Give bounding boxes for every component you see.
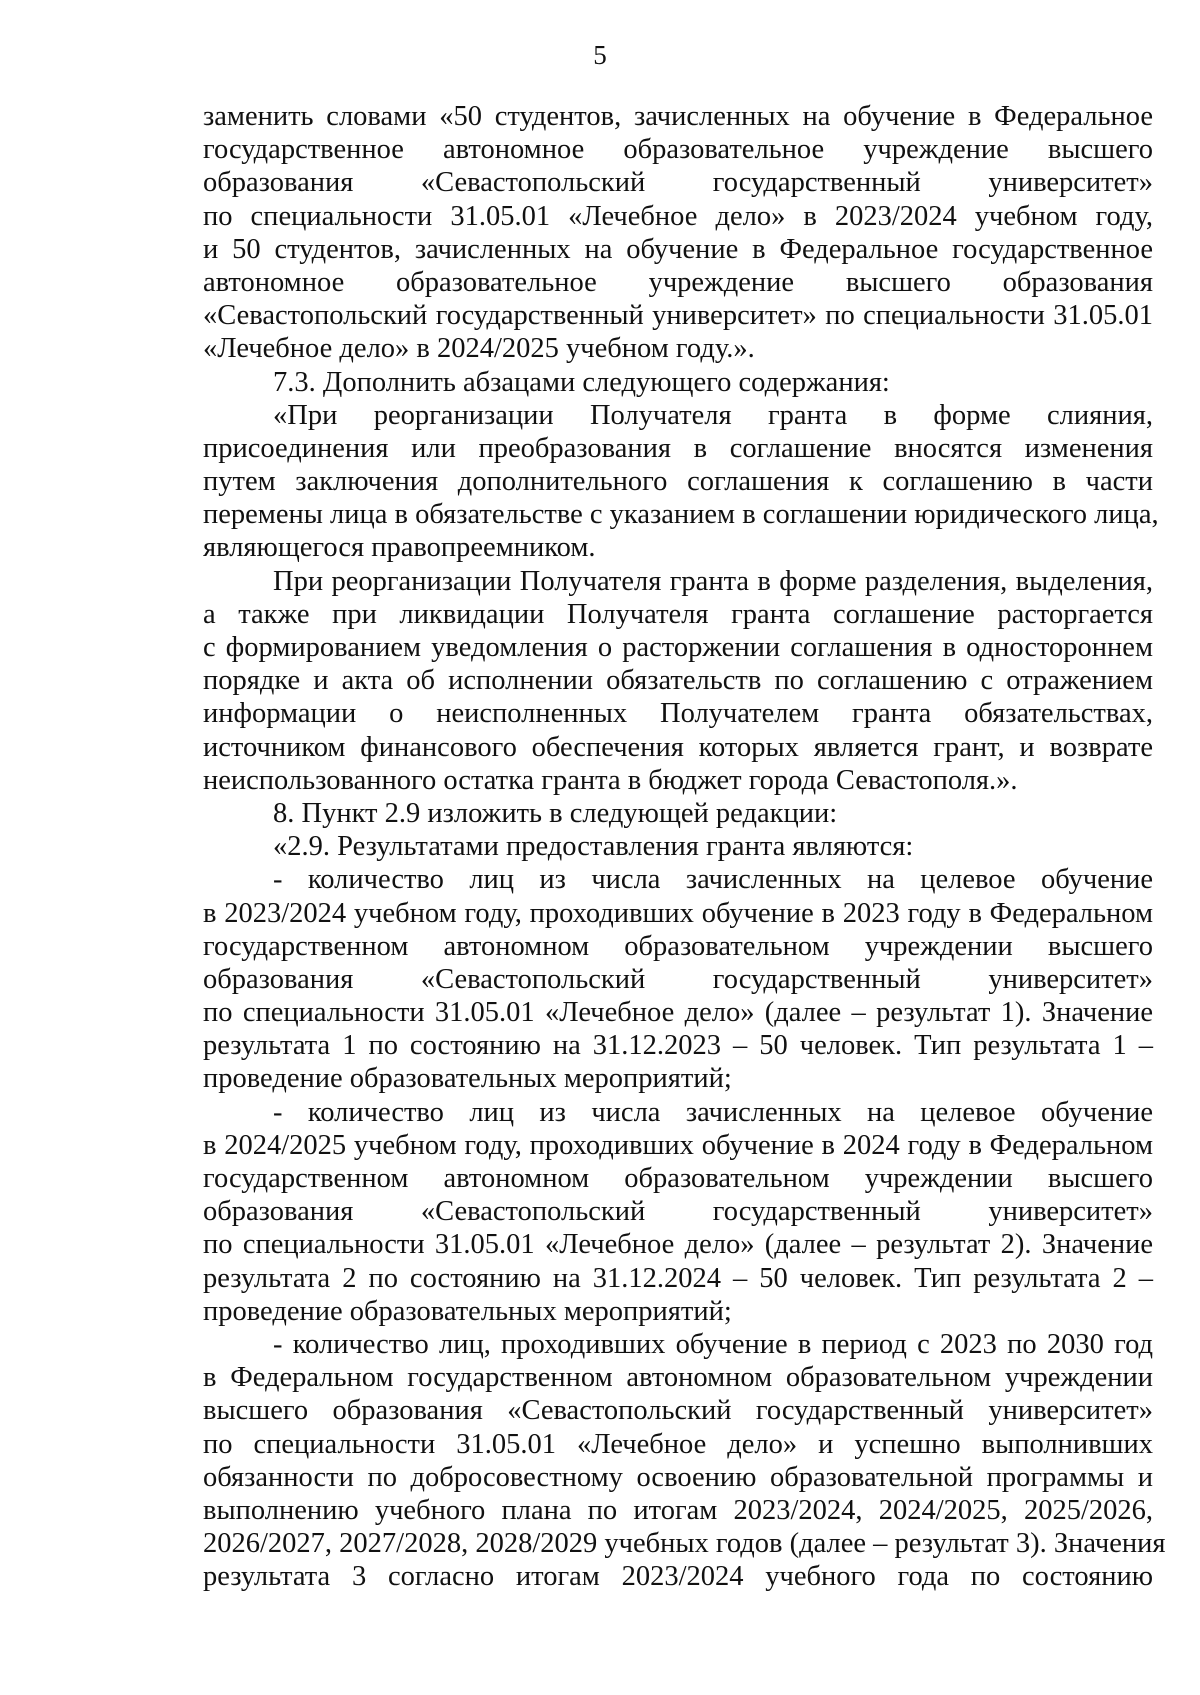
text-line: «Лечебное дело» в 2024/2025 учебном году.». xyxy=(203,333,755,365)
text-line: информации о неисполненных Получателем гранта обязательствах, xyxy=(203,698,1153,730)
text-line: выполнению учебного плана по итогам 2023/2024, 2024/2025, 2025/2026, xyxy=(203,1494,1153,1526)
text-line: образования «Севастопольский государственный университет» xyxy=(203,963,1153,995)
text-line: а также при ликвидации Получателя гранта соглашение расторгается xyxy=(203,598,1153,630)
text-line: автономное образовательное учреждение высшего образования xyxy=(203,266,1153,298)
text-line: проведение образовательных мероприятий; xyxy=(203,1063,732,1095)
text-line: - количество лиц из числа зачисленных на целевое обучение xyxy=(273,864,1153,896)
page-number: 5 xyxy=(593,40,607,70)
text-line: государственное автономное образовательное учреждение высшего xyxy=(203,134,1153,166)
text-line: результата 2 по состоянию на 31.12.2024 – 50 человек. Тип результата 2 – xyxy=(203,1262,1153,1294)
text-line: по специальности 31.05.01 «Лечебное дело» в 2023/2024 учебном году, xyxy=(203,200,1153,232)
text-line: результата 3 согласно итогам 2023/2024 учебного года по состоянию xyxy=(203,1561,1153,1593)
text-line: результата 1 по состоянию на 31.12.2023 – 50 человек. Тип результата 1 – xyxy=(203,1030,1153,1062)
text-line: 7.3. Дополнить абзацами следующего содержания: xyxy=(273,366,890,398)
text-line: заменить словами «50 студентов, зачисленных на обучение в Федеральное xyxy=(203,101,1153,132)
text-line: государственном автономном образовательном учреждении высшего xyxy=(203,930,1153,962)
text-line: источником финансового обеспечения которых является грант, и возврате xyxy=(203,731,1153,763)
text-line: путем заключения дополнительного соглашения к соглашению в части xyxy=(203,466,1153,498)
text-line: государственном автономном образовательном учреждении высшего xyxy=(203,1163,1153,1194)
text-line: высшего образования «Севастопольский государственный университет» xyxy=(203,1395,1153,1427)
text-line: в Федеральном государственном автономном образовательном учреждении xyxy=(203,1362,1153,1394)
text-line: по специальности 31.05.01 «Лечебное дело» (далее – результат 1). Значение xyxy=(203,997,1153,1029)
text-line: - количество лиц из числа зачисленных на целевое обучение xyxy=(273,1096,1153,1128)
document-body xyxy=(203,100,1166,1593)
text-line: 8. Пункт 2.9 изложить в следующей редакции: xyxy=(273,797,838,829)
text-line: «Севастопольский государственный университет» по специальности 31.05.01 xyxy=(203,300,1153,332)
text-line: являющегося правопреемником. xyxy=(203,532,596,564)
text-line: «2.9. Результатами предоставления гранта являются: xyxy=(273,831,914,863)
text-line: по специальности 31.05.01 «Лечебное дело» и успешно выполнивших xyxy=(203,1428,1153,1460)
text-line: образования «Севастопольский государственный университет» xyxy=(203,1196,1153,1228)
text-line: с формированием уведомления о расторжении соглашения в одностороннем xyxy=(203,632,1153,663)
text-line: «При реорганизации Получателя гранта в форме слияния, xyxy=(273,399,1153,431)
text-line: 2026/2027, 2027/2028, 2028/2029 учебных годов (далее – результат 3). Значения xyxy=(203,1528,1166,1560)
text-line: перемены лица в обязательстве с указанием в соглашении юридического лица, xyxy=(203,499,1159,531)
text-line: и 50 студентов, зачисленных на обучение в Федеральное государственное xyxy=(203,233,1153,265)
text-line: присоединения или преобразования в соглашение вносятся изменения xyxy=(203,432,1153,464)
text-line: - количество лиц, проходивших обучение в период с 2023 по 2030 год xyxy=(273,1328,1153,1360)
text-line: в 2024/2025 учебном году, проходивших обучение в 2024 году в Федеральном xyxy=(203,1129,1153,1161)
text-line: неиспользованного остатка гранта в бюджет города Севастополя.». xyxy=(203,764,1018,796)
text-line: порядке и акта об исполнении обязательств по соглашению с отражением xyxy=(203,665,1153,697)
text-line: При реорганизации Получателя гранта в форме разделения, выделения, xyxy=(273,565,1153,597)
text-line: по специальности 31.05.01 «Лечебное дело» (далее – результат 2). Значение xyxy=(203,1229,1153,1261)
text-line: проведение образовательных мероприятий; xyxy=(203,1295,732,1327)
text-line: обязанности по добросовестному освоению образовательной программы и xyxy=(203,1461,1153,1493)
text-line: образования «Севастопольский государственный университет» xyxy=(203,167,1153,199)
text-line: в 2023/2024 учебном году, проходивших обучение в 2023 году в Федеральном xyxy=(203,897,1153,929)
